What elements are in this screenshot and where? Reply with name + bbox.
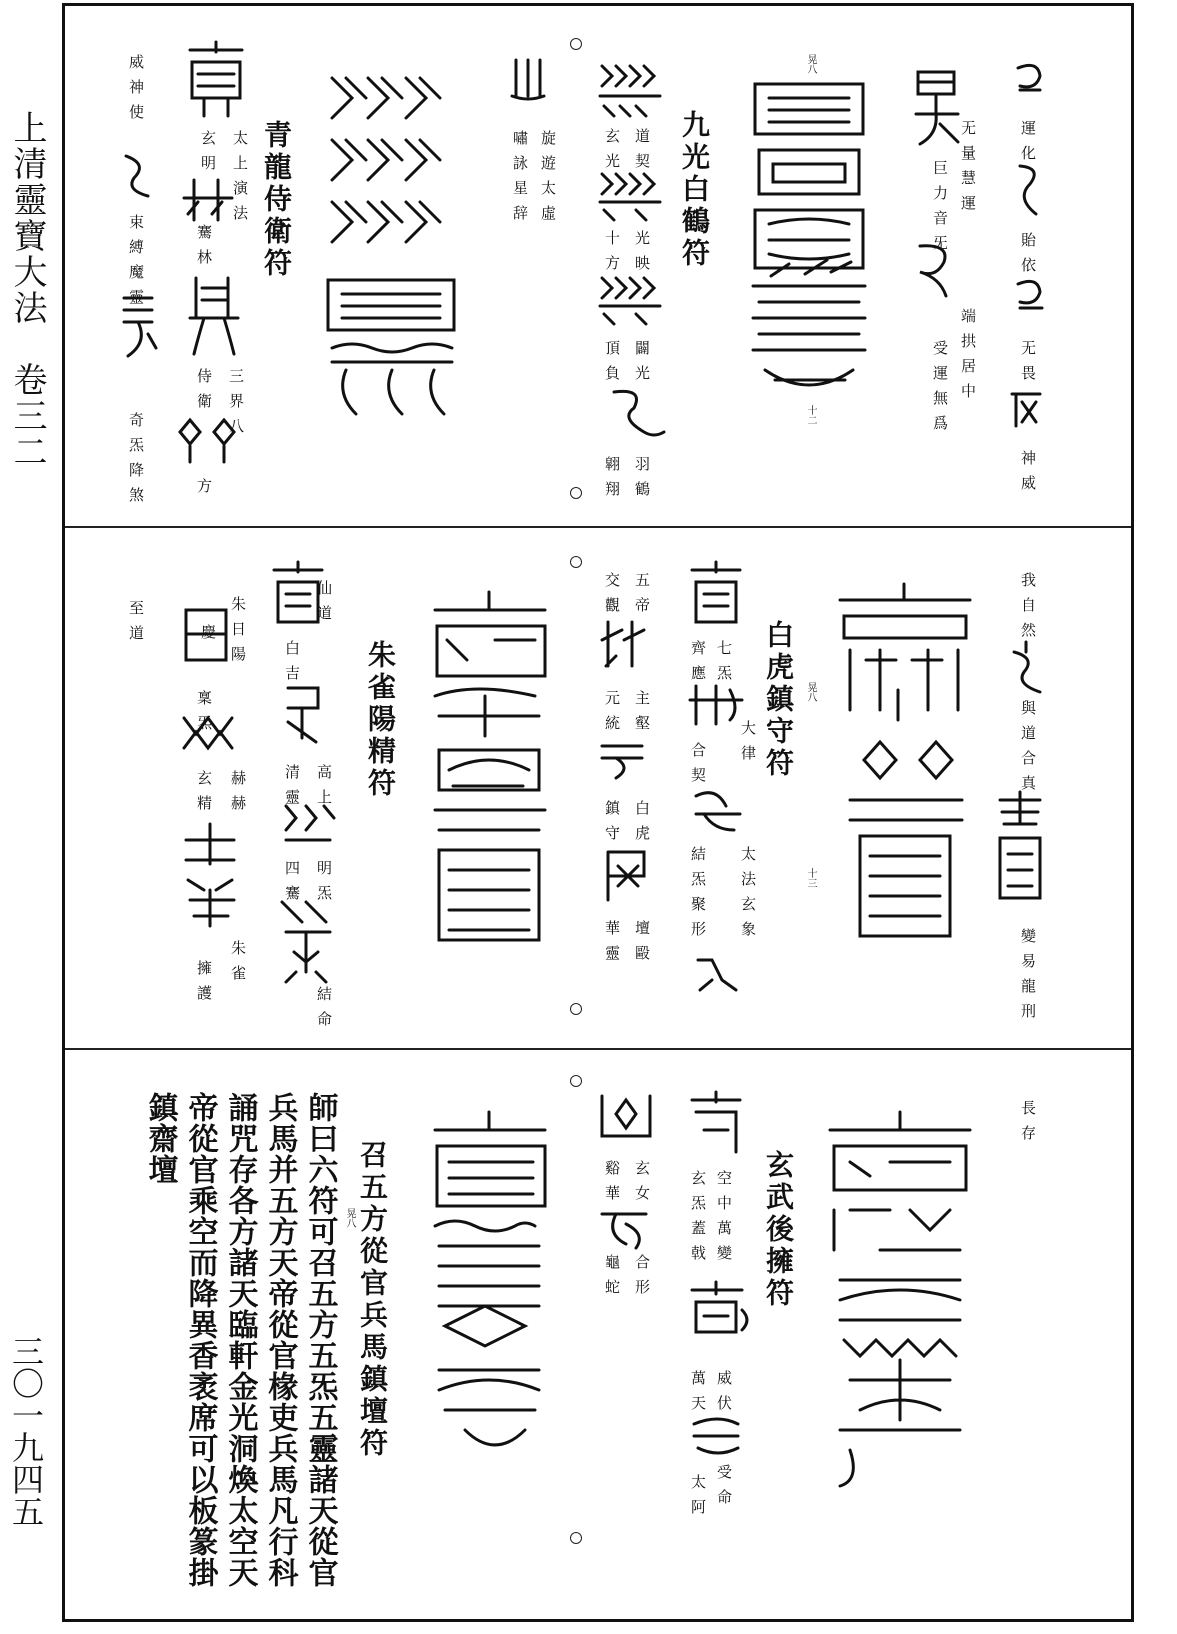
talisman-main (820, 1110, 980, 1490)
talisman-main (745, 70, 875, 400)
text-column: 交觀 (603, 572, 621, 622)
text-column: 受運無爲 (931, 340, 949, 440)
talisman-main (425, 590, 555, 960)
text-column: 華靈 (603, 920, 621, 970)
text-column: 我自然 (1019, 572, 1037, 647)
text-column: 合契 (689, 742, 707, 792)
talisman-title: 九光白鶴符 (678, 110, 711, 270)
text-column: 清靈 (283, 764, 301, 814)
talisman-title: 玄武後擁符 (762, 1150, 795, 1310)
talisman-glyph (686, 560, 746, 630)
talisman-glyph-small (1014, 276, 1044, 316)
text-column: 龜蛇 (603, 1254, 621, 1304)
binding-hole (570, 556, 582, 568)
talisman-glyph (508, 56, 548, 102)
text-column: 空中萬變 (715, 1170, 733, 1270)
binding-hole (570, 487, 582, 499)
body-text-column: 誦咒存各方諸天臨軒金光洞煥太空天 (222, 1092, 258, 1588)
text-column: 玄炁蓋戟 (689, 1170, 707, 1270)
text-column: 壇毆 (633, 920, 651, 970)
text-column: 道契 (633, 128, 651, 178)
talisman-glyph-small (120, 290, 160, 360)
text-column: 玄明 (199, 130, 217, 180)
text-column: 太上演法 (231, 130, 249, 230)
text-column: 光映 (633, 230, 651, 280)
talisman-glyph (180, 820, 240, 930)
talisman-glyph (176, 416, 246, 468)
talisman-glyph (184, 268, 244, 358)
text-column: 朱日陽 (229, 596, 247, 671)
talisman-glyph (690, 950, 740, 1000)
text-column: 无畏 (1019, 340, 1037, 390)
page-number: 三〇一九四五 (7, 1335, 45, 1527)
text-column: 五帝 (633, 572, 651, 622)
text-column: 太法玄象 (739, 846, 757, 946)
text-column: 束縛魔靈 (127, 214, 145, 314)
talisman-main (425, 1110, 555, 1480)
text-column: 奇炁降煞 (127, 412, 145, 512)
talisman-glyph (596, 272, 666, 326)
talisman-main (322, 70, 462, 420)
talisman-glyph (604, 384, 664, 444)
talisman-glyph (686, 1280, 756, 1340)
talisman-glyph (596, 1090, 656, 1150)
text-column: 翶翔 (603, 456, 621, 506)
text-column: 十方 (603, 230, 621, 280)
talisman-glyph (596, 1204, 656, 1254)
text-column: 方 (195, 478, 213, 503)
talisman-number: 晃八 (344, 1208, 355, 1228)
talisman-glyph (276, 800, 340, 852)
text-column: 七炁 (715, 640, 733, 690)
text-column: 騫林 (195, 224, 213, 274)
panel-divider-1 (65, 526, 1131, 528)
text-column: 高上 (315, 764, 333, 814)
text-column: 玄精 (195, 770, 213, 820)
text-column: 谿華 (603, 1160, 621, 1210)
talisman-number: 晃八 (805, 54, 816, 74)
text-column: 合形 (633, 1254, 651, 1304)
text-column: 明炁 (315, 860, 333, 910)
text-column: 大律 (739, 720, 757, 770)
talisman-glyph (178, 174, 238, 224)
talisman-glyph-small (1014, 60, 1044, 100)
text-column: 无量慧運 (959, 120, 977, 220)
text-column: 至道 (127, 600, 145, 650)
talisman-glyph (912, 68, 962, 148)
talisman-main (830, 580, 980, 950)
talisman-glyph (990, 790, 1050, 910)
talisman-number: 晃八 (805, 682, 816, 702)
text-column: 主壑 (633, 690, 651, 740)
body-text-column: 師曰六符可召五方五炁五靈諸天從官 (302, 1092, 338, 1588)
text-column: 玄光 (603, 128, 621, 178)
talisman-glyph-small (1008, 390, 1044, 430)
talisman-glyph (276, 892, 340, 982)
talisman-number: 十二 (805, 405, 816, 425)
talisman-glyph-small (1014, 160, 1044, 220)
text-column: 長存 (1019, 1100, 1037, 1150)
text-column: 旋遊太虛 (539, 130, 557, 230)
text-column: 三界八 (227, 368, 245, 443)
text-column: 朱雀 (229, 940, 247, 990)
text-column: 威神使 (127, 54, 145, 129)
text-column: 慶 (199, 624, 217, 649)
text-column: 擁護 (195, 960, 213, 1010)
text-column: 四騫 (283, 860, 301, 910)
text-column: 運化 (1019, 120, 1037, 170)
panel-divider-2 (65, 1048, 1131, 1050)
talisman-glyph-small (1010, 638, 1044, 698)
talisman-title: 召五方從官兵馬鎮壇符 (356, 1140, 389, 1460)
talisman-glyph (686, 680, 746, 730)
talisman-title: 青龍侍衛符 (260, 120, 293, 280)
text-column: 赫赫 (229, 770, 247, 820)
text-column: 變易龍刑 (1019, 928, 1037, 1028)
talisman-title: 朱雀陽精符 (364, 640, 397, 800)
body-text-column: 鎮齋壇 (142, 1092, 178, 1185)
talisman-glyph (598, 846, 654, 906)
text-column: 白吉 (283, 640, 301, 690)
text-column: 結命 (315, 986, 333, 1036)
talisman-glyph (596, 736, 652, 782)
volume-title: 上清靈寶大法 卷三二 (7, 110, 47, 470)
talisman-glyph (596, 616, 656, 676)
text-column: 仙道 (315, 580, 333, 630)
text-column: 神威 (1019, 450, 1037, 500)
text-column: 巨力音旡 (931, 160, 949, 260)
body-text-column: 帝從官乘空而降異香袤席可以板篆掛 (182, 1092, 218, 1588)
text-column: 嘯詠星辞 (511, 130, 529, 230)
binding-hole (570, 1003, 582, 1015)
talisman-glyph (912, 240, 958, 300)
talisman-glyph-small (120, 152, 156, 198)
text-column: 萬天 (689, 1370, 707, 1420)
talisman-glyph (180, 606, 232, 666)
text-column: 白虎 (633, 800, 651, 850)
text-column: 闢光 (633, 340, 651, 390)
body-text-column: 兵馬并五方天帝從官椽吏兵馬凡行科 (262, 1092, 298, 1588)
talisman-glyph (178, 712, 238, 756)
binding-hole (570, 38, 582, 50)
text-column: 頂負 (603, 340, 621, 390)
text-column: 侍衛 (195, 368, 213, 418)
talisman-glyph (278, 682, 328, 746)
talisman-glyph (596, 168, 666, 222)
text-column: 稟炁 (195, 690, 213, 740)
text-column: 齊應 (689, 640, 707, 690)
talisman-number: 十三 (805, 868, 816, 888)
text-column: 鎮守 (603, 800, 621, 850)
text-column: 端拱居中 (959, 308, 977, 408)
text-column: 威伏 (715, 1370, 733, 1420)
talisman-title: 白虎鎮守符 (762, 620, 795, 780)
talisman-glyph (690, 786, 746, 836)
talisman-glyph (688, 1414, 744, 1460)
binding-hole (570, 1075, 582, 1087)
talisman-glyph (596, 60, 666, 120)
text-column: 受命 (715, 1464, 733, 1514)
talisman-glyph (686, 1090, 746, 1160)
text-column: 羽鶴 (633, 456, 651, 506)
text-column: 與道合真 (1019, 700, 1037, 800)
text-column: 貽依 (1019, 232, 1037, 282)
text-column: 元統 (603, 690, 621, 740)
text-column: 太阿 (689, 1474, 707, 1524)
talisman-glyph (182, 40, 252, 120)
text-column: 玄女 (633, 1160, 651, 1210)
binding-hole (570, 1532, 582, 1544)
text-column: 結炁聚形 (689, 846, 707, 946)
